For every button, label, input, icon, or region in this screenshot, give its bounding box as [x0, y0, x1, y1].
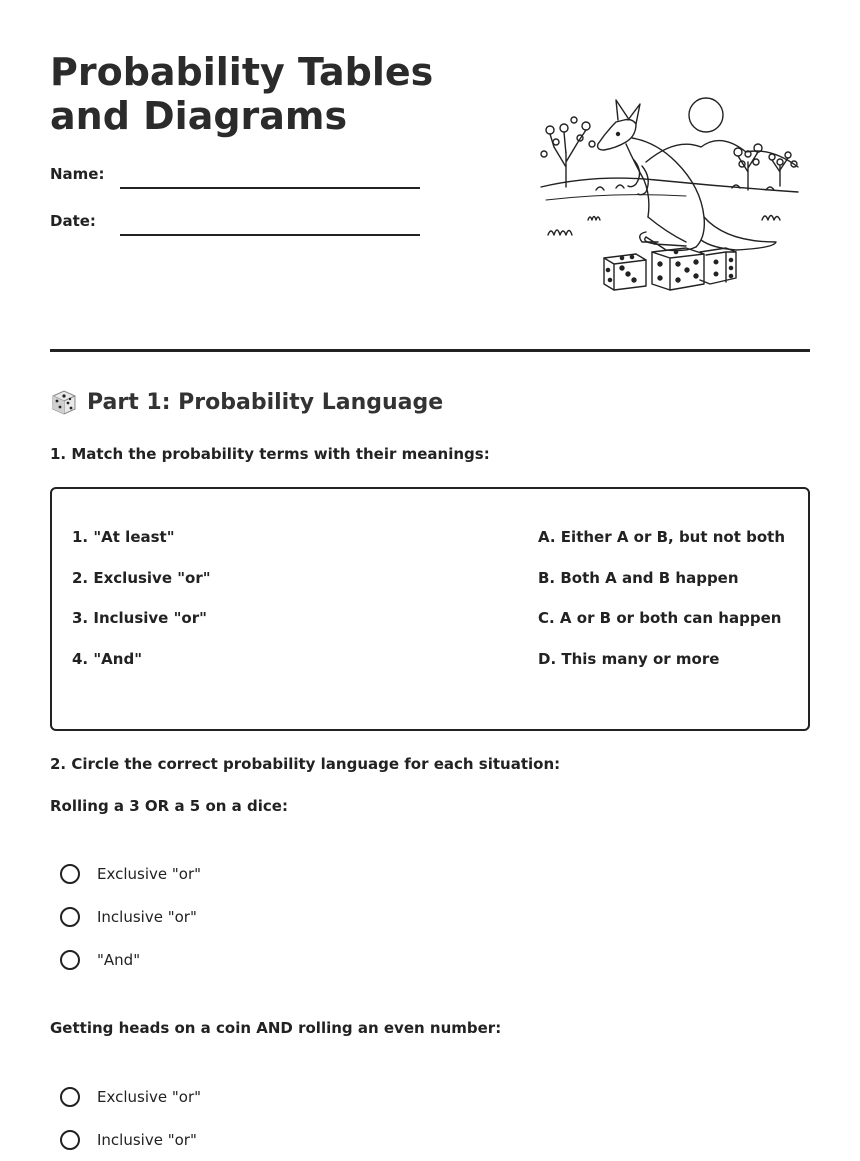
- radio-circle[interactable]: [60, 1087, 80, 1107]
- name-field[interactable]: [120, 187, 420, 189]
- header-divider: [50, 349, 810, 352]
- match-term-1[interactable]: 1. "At least": [72, 528, 175, 546]
- page-title: Probability Tables and Diagrams: [50, 50, 434, 138]
- tree-left: [541, 117, 595, 187]
- match-meaning-a[interactable]: A. Either A or B, but not both: [538, 528, 786, 546]
- date-label: Date:: [50, 212, 96, 230]
- option-label: Inclusive "or": [97, 908, 197, 926]
- kangaroo-with-dice-illustration: [536, 92, 802, 298]
- hills: [646, 141, 798, 167]
- name-label: Name:: [50, 165, 105, 183]
- dice-icon: [50, 388, 78, 416]
- question-1-prompt: 1. Match the probability terms with their meanings:: [50, 445, 490, 463]
- situation-2-option-2[interactable]: [60, 1130, 197, 1150]
- section-title-text: Part 1: Probability Language: [87, 389, 444, 415]
- option-label: Exclusive "or": [97, 1088, 202, 1106]
- date-field[interactable]: [120, 234, 420, 236]
- bush: [548, 230, 572, 235]
- match-meaning-d[interactable]: D. This many or more: [538, 650, 720, 668]
- radio-circle[interactable]: [60, 1130, 80, 1150]
- match-term-2[interactable]: 2. Exclusive "or": [72, 569, 211, 587]
- option-label: "And": [97, 951, 141, 969]
- kangaroo: [598, 100, 776, 251]
- ground-line: [541, 178, 798, 192]
- situation-1-option-3[interactable]: [60, 950, 140, 970]
- dice-illustration: [604, 248, 736, 290]
- radio-circle[interactable]: [60, 907, 80, 927]
- section-title-part1: [50, 388, 443, 416]
- match-term-3[interactable]: 3. Inclusive "or": [72, 609, 207, 627]
- situation-1-text: Rolling a 3 OR a 5 on a dice:: [50, 797, 288, 815]
- match-meaning-b[interactable]: B. Both A and B happen: [538, 569, 739, 587]
- option-label: Inclusive "or": [97, 1131, 197, 1149]
- situation-1-option-2[interactable]: [60, 907, 197, 927]
- matching-box: [50, 487, 810, 731]
- match-meaning-c[interactable]: C. A or B or both can happen: [538, 609, 782, 627]
- question-2-prompt: 2. Circle the correct probability language for each situation:: [50, 755, 561, 773]
- radio-circle[interactable]: [60, 864, 80, 884]
- match-term-4[interactable]: 4. "And": [72, 650, 143, 668]
- radio-circle[interactable]: [60, 950, 80, 970]
- situation-2-text: Getting heads on a coin AND rolling an even number:: [50, 1019, 502, 1037]
- sun-icon: [689, 98, 723, 132]
- situation-1-option-1[interactable]: [60, 864, 201, 884]
- option-label: Exclusive "or": [97, 865, 202, 883]
- situation-2-option-1[interactable]: [60, 1087, 201, 1107]
